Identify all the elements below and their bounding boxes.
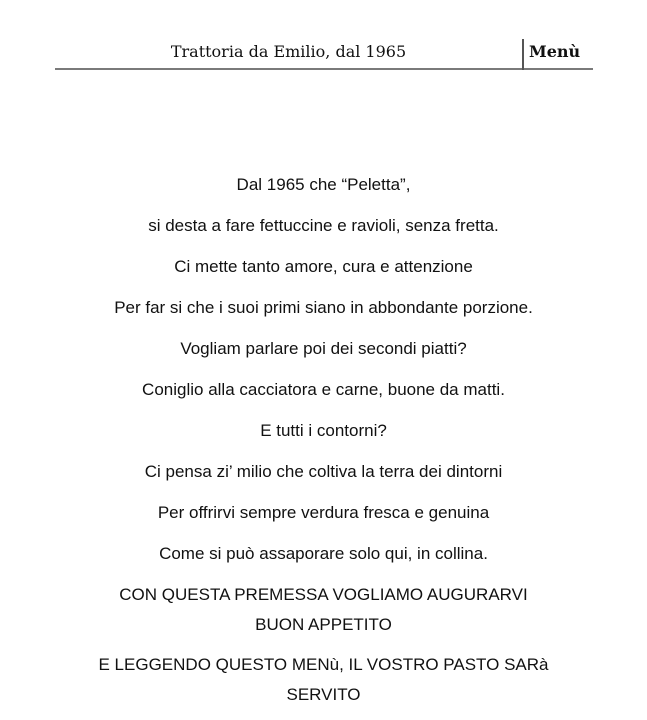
poem-line: Per far si che i suoi primi siano in abbondante porzione.: [114, 298, 533, 317]
poem-line: E tutti i contorni?: [260, 421, 387, 440]
poem-line: Come si può assaporare solo qui, in collina.: [159, 544, 488, 563]
header-divider: [522, 39, 524, 70]
poem-line: si desta a fare fettuccine e ravioli, senza fretta.: [148, 216, 499, 235]
closing-wish-line: CON QUESTA PREMESSA VOGLIAMO AUGURARVI: [119, 585, 528, 604]
poem-line: Ci mette tanto amore, cura e attenzione: [174, 257, 473, 276]
poem-line: Coniglio alla cacciatora e carne, buone da matti.: [142, 380, 505, 399]
restaurant-title: Trattoria da Emilio, dal 1965: [170, 42, 407, 61]
closing-wish-line: BUON APPETITO: [255, 615, 392, 634]
closing-served-line: SERVITO: [286, 685, 361, 704]
poem-line: Vogliam parlare poi dei secondi piatti?: [180, 339, 467, 358]
closing-wish: [40, 580, 607, 640]
closing-served: [40, 650, 607, 710]
page-header: [55, 37, 593, 70]
poem-line: Per offrirvi sempre verdura fresca e genuina: [157, 503, 490, 522]
menu-section-label: Menù: [529, 42, 581, 61]
poem-line: Ci pensa zi’ milio che coltiva la terra dei dintorni: [144, 462, 503, 481]
closing-served-line: E LEGGENDO QUESTO MENù, IL VOSTRO PASTO SARà: [98, 655, 549, 674]
poem-line: Dal 1965 che “Peletta”,: [236, 175, 411, 194]
intro-poem: [40, 170, 607, 720]
